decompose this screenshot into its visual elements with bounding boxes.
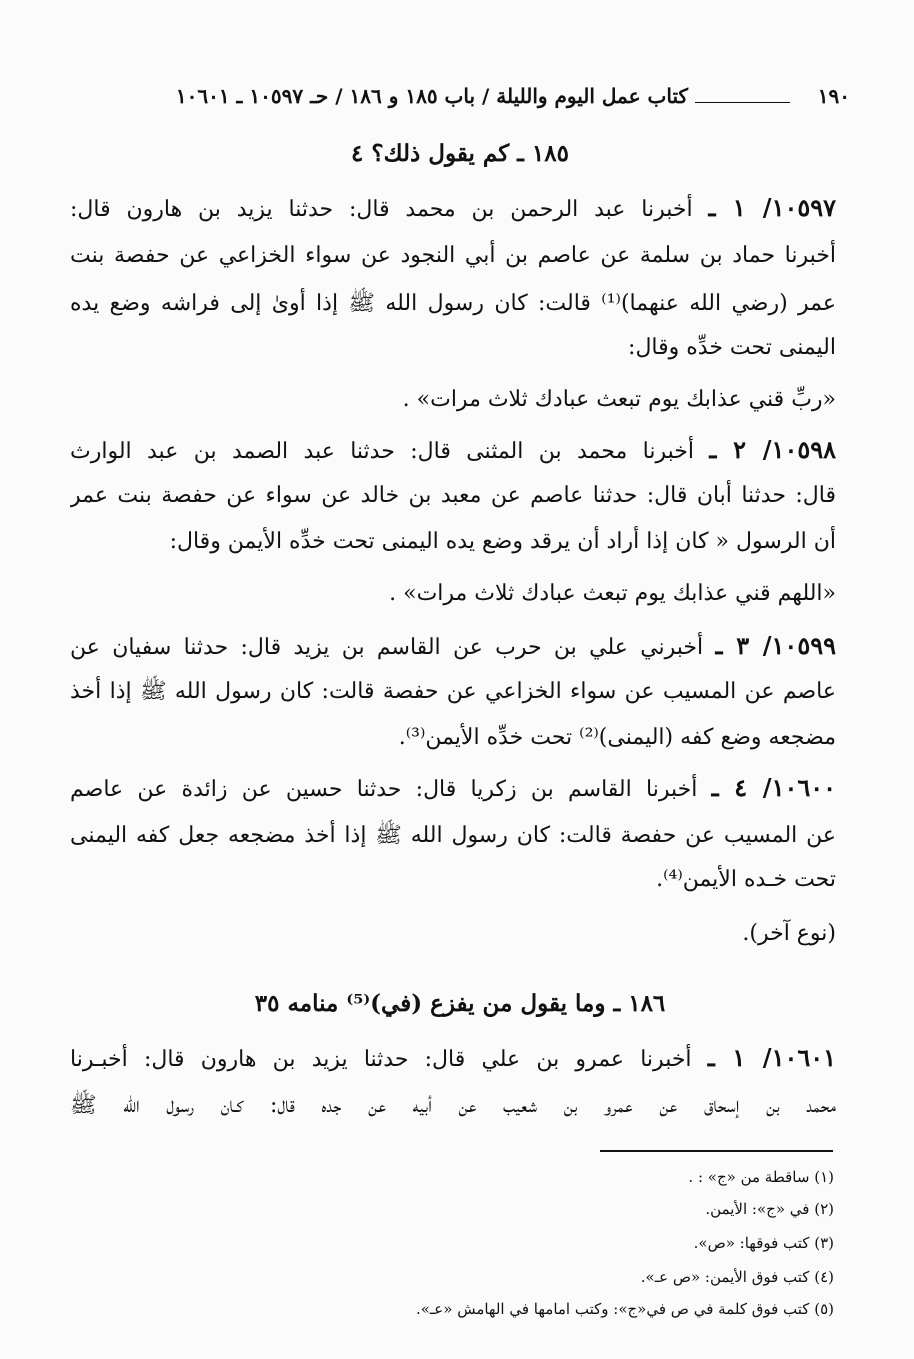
hadith-4-line-2: عن المسيب عن حفصة قالت: كان رسول الله ﷺ إذا أخذ مضجعه جعل كفه اليمنى xyxy=(70,823,836,848)
hadith-3-line-1 xyxy=(70,628,836,666)
footnote-3: (٣) كتب فوقها: «ص». xyxy=(693,1234,834,1252)
hadith-2-text-1: أخبرنا محمد بن المثنى قال: حدثنا عبد الصمد بن عبد الوارث xyxy=(70,439,694,464)
hadith-3-line-3: مضجعه وضع كفه (اليمنى)⁽²⁾ تحت خدِّه الأيمن⁽³⁾. xyxy=(398,725,836,750)
hadith-4-number: ١٠٦٠٠/ ٤ ـ xyxy=(711,773,836,802)
hadith-3-line-2: عاصم عن المسيب عن سواء الخزاعي عن حفصة قالت: كان رسول الله ﷺ إذا أخذ xyxy=(70,679,836,704)
header-rule xyxy=(695,102,790,103)
chapter-186-title: ١٨٦ ـ وما يقول من يفزع (في)⁽⁵⁾ منامه ٣٥ xyxy=(254,990,666,1017)
hadith-4-text-1: أخبرنا القاسم بن زكريا قال: حدثنا حسين عن زائدة عن عاصم xyxy=(70,777,698,802)
footnote-1: (١) ساقطة من «ج» : . xyxy=(688,1168,834,1186)
hadith-1-line-2: أخبرنا حماد بن سلمة عن عاصم بن أبي النجود عن سواء الخزاعي عن حفصة بنت xyxy=(70,243,836,268)
footnote-2: (٢) في «ج»: الأيمن. xyxy=(705,1200,834,1218)
hadith-1-text-1: أخبرنا عبد الرحمن بن محمد قال: حدثنا يزيد بن هارون قال: xyxy=(70,197,693,222)
hadith-3-text-1: أخبرني علي بن حرب عن القاسم بن يزيد قال: حدثنا سفيان عن xyxy=(70,635,704,660)
running-title: كتاب عمل اليوم والليلة / باب ١٨٥ و ١٨٦ / حـ ١٠٥٩٧ ـ ١٠٦٠١ xyxy=(175,84,688,108)
footnote-4: (٤) كتب فوق الأيمن: «ص عـ». xyxy=(640,1268,834,1286)
hadith-1-line-1 xyxy=(70,190,836,228)
hadith-4-note: (نوع آخر). xyxy=(742,921,836,946)
page-header xyxy=(70,84,850,118)
hadith-1-number: ١٠٥٩٧/ ١ ـ xyxy=(708,193,836,222)
hadith-4-line-1 xyxy=(70,770,836,808)
hadith-4-line-3: تحت خـده الأيمن⁽⁴⁾. xyxy=(656,867,836,892)
hadith-2-line-1 xyxy=(70,432,836,470)
hadith-1-quote: «ربِّ قني عذابك يوم تبعث عبادك ثلاث مرات» . xyxy=(402,387,836,412)
hadith-2-quote: «اللهم قني عذابك يوم تبعث عبادك ثلاث مرات» . xyxy=(389,581,836,606)
footnote-separator xyxy=(600,1150,833,1152)
chapter-185-title: ١٨٥ ـ كم يقول ذلك؟ ٤ xyxy=(351,140,569,167)
hadith-2-line-3: أن الرسول « كان إذا أراد أن يرقد وضع يده اليمنى تحت خدِّه الأيمن وقال: xyxy=(169,529,836,554)
hadith-2-number: ١٠٥٩٨/ ٢ ـ xyxy=(709,435,836,464)
hadith-1-line-3: عمر (رضي الله عنهما)⁽¹⁾ قالت: كان رسول الله ﷺ إذا أوىٰ إلى فراشه وضع يده xyxy=(70,291,836,316)
hadith-1-line-4: اليمنى تحت خدِّه وقال: xyxy=(628,335,836,360)
page-number: ١٩٠ xyxy=(817,84,850,108)
hadith-5-line-1 xyxy=(70,1040,836,1078)
hadith-5-line-2: محمد بن إسحاق عن عمرو بن شعيب عن أبيه عن جده قال: كـان رسول الله ﷺ xyxy=(70,1093,836,1118)
hadith-2-line-2: قال: حدثنا أبان قال: حدثنا عاصم عن معبد بن خالد عن سواء عن حفصة بنت عمر xyxy=(70,483,836,508)
footnote-5: (٥) كتب فوق كلمة في ص في«ج»: وكتب امامها في الهامش «عـ». xyxy=(415,1300,834,1318)
hadith-3-number: ١٠٥٩٩/ ٣ ـ xyxy=(715,631,836,660)
hadith-5-number: ١٠٦٠١/ ١ ـ xyxy=(707,1043,836,1072)
hadith-5-text-1: أخبرنا عمرو بن علي قال: حدثنا يزيد بن هارون قال: أخبـرنا xyxy=(70,1047,692,1072)
